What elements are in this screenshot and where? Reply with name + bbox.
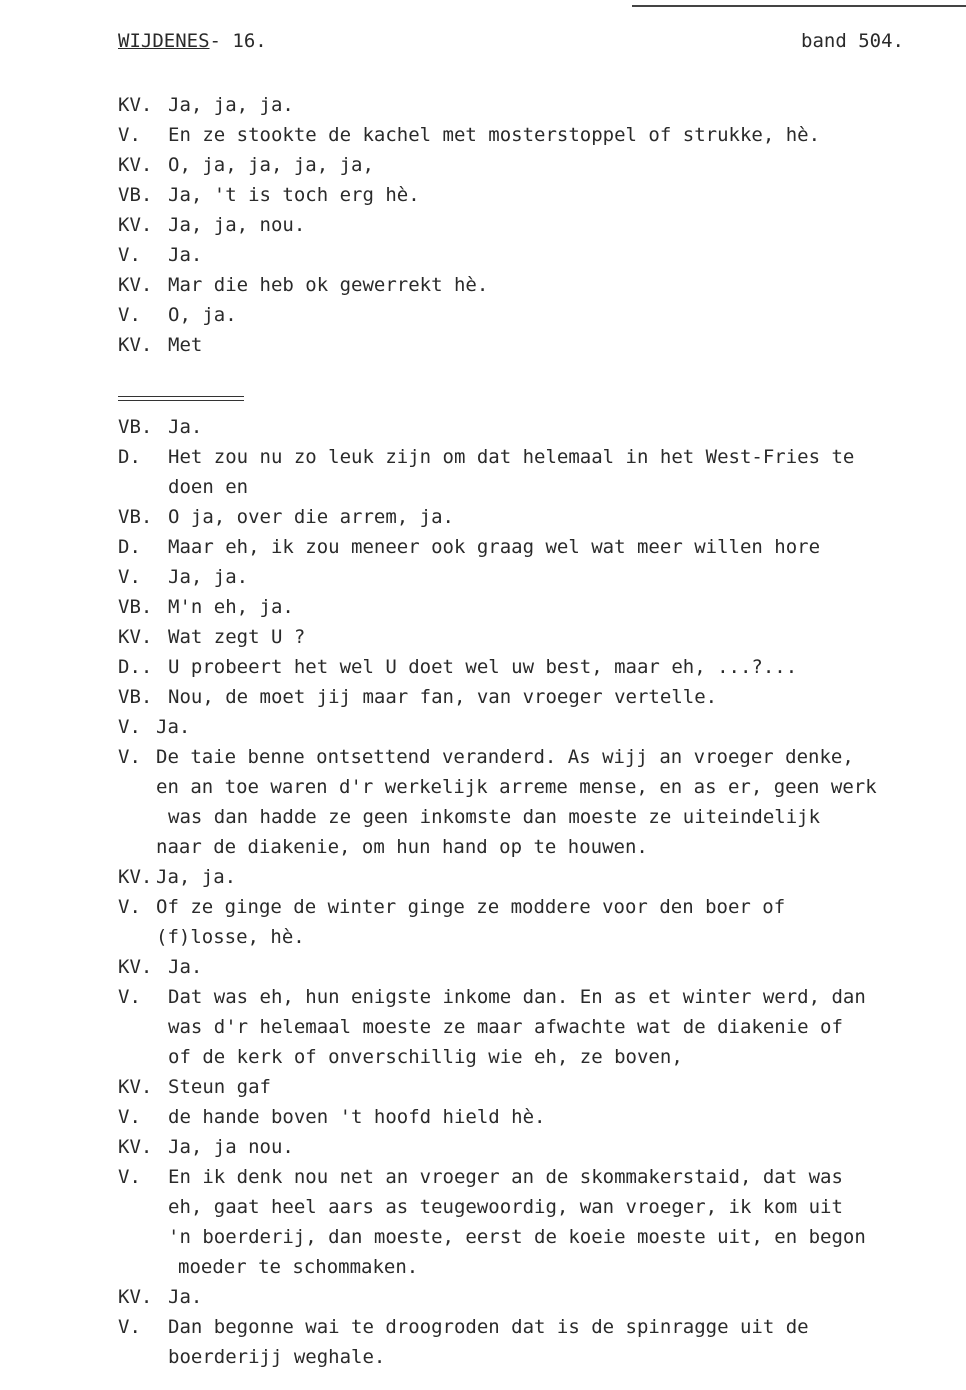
utterance-text: eh, gaat heel aars as teugewoordig, wan vroeger, ik kom uit bbox=[168, 1196, 843, 1218]
speaker-label: VB. bbox=[118, 686, 153, 708]
utterance-text: O ja, over die arrem, ja. bbox=[168, 506, 454, 528]
transcript-line bbox=[118, 1042, 908, 1072]
utterance-text: De taie benne ontsettend veranderd. As wijj an vroeger denke, bbox=[156, 746, 854, 768]
utterance-text: Ja. bbox=[168, 1286, 203, 1308]
utterance-text: Ja. bbox=[168, 244, 203, 266]
speaker-label: KV. bbox=[118, 334, 153, 356]
transcript-line bbox=[118, 1162, 908, 1192]
transcript-line bbox=[118, 1012, 908, 1042]
transcript-line bbox=[118, 180, 908, 210]
transcript-line bbox=[118, 1312, 908, 1342]
transcript-line bbox=[118, 472, 908, 502]
speaker-label: VB. bbox=[118, 184, 153, 206]
speaker-label: KV. bbox=[118, 154, 153, 176]
transcript-line bbox=[118, 592, 908, 622]
speaker-label: KV. bbox=[118, 1136, 153, 1158]
transcript-line bbox=[118, 502, 908, 532]
page-title bbox=[118, 30, 267, 52]
transcript-line bbox=[118, 442, 908, 472]
utterance-text: Nou, de moet jij maar fan, van vroeger vertelle. bbox=[168, 686, 718, 708]
utterance-text: Ja, ja, ja. bbox=[168, 94, 294, 116]
speaker-label: VB. bbox=[118, 416, 153, 438]
transcript-line bbox=[118, 532, 908, 562]
utterance-text: Mar die heb ok gewerrekt hè. bbox=[168, 274, 489, 296]
speaker-label: KV. bbox=[118, 274, 153, 296]
transcript-line bbox=[118, 330, 908, 360]
speaker-label: V. bbox=[118, 566, 141, 588]
transcript-line bbox=[118, 270, 908, 300]
utterance-text: was dan hadde ze geen inkomste dan moeste ze uiteindelijk bbox=[168, 806, 821, 828]
speaker-label: D. bbox=[118, 446, 141, 468]
speaker-label: V. bbox=[118, 1316, 141, 1338]
speaker-label: KV. bbox=[118, 94, 153, 116]
transcript-line bbox=[118, 652, 908, 682]
utterance-text: naar de diakenie, om hun hand op te houwen. bbox=[156, 836, 648, 858]
transcript-line bbox=[118, 1222, 908, 1252]
title-page-number: - 16. bbox=[209, 30, 267, 52]
transcript-line bbox=[118, 802, 908, 832]
top-rule bbox=[632, 5, 966, 7]
utterance-text: en an toe waren d'r werkelijk arreme mense, en as er, geen werk bbox=[156, 776, 877, 798]
utterance-text: doen en bbox=[168, 476, 249, 498]
utterance-text: (f)losse, hè. bbox=[156, 926, 305, 948]
speaker-label: V. bbox=[118, 244, 141, 266]
transcript-line bbox=[118, 1072, 908, 1102]
transcript-line bbox=[118, 922, 908, 952]
transcript-line bbox=[118, 1192, 908, 1222]
transcript-line bbox=[118, 150, 908, 180]
utterance-text: Steun gaf bbox=[168, 1076, 271, 1098]
utterance-text: Ja. bbox=[168, 416, 203, 438]
speaker-label: KV. bbox=[118, 214, 153, 236]
transcript-line bbox=[118, 562, 908, 592]
transcript-line bbox=[118, 892, 908, 922]
utterance-text: Ja. bbox=[168, 956, 203, 978]
speaker-label: V. bbox=[118, 986, 141, 1008]
utterance-text: Of ze ginge de winter ginge ze moddere voor den boer of bbox=[156, 896, 786, 918]
utterance-text: En ik denk nou net an vroeger an de skommakerstaid, dat was bbox=[168, 1166, 843, 1188]
utterance-text: Ja. bbox=[156, 716, 191, 738]
transcript-line bbox=[118, 832, 908, 862]
speaker-label: D.. bbox=[118, 656, 153, 678]
utterance-text: Dat was eh, hun enigste inkome dan. En as et winter werd, dan bbox=[168, 986, 866, 1008]
transcript-line bbox=[118, 1342, 908, 1372]
transcript-line bbox=[118, 952, 908, 982]
utterance-text: was d'r helemaal moeste ze maar afwachte wat de diakenie of bbox=[168, 1016, 843, 1038]
transcript-line bbox=[118, 772, 908, 802]
transcript-line bbox=[118, 120, 908, 150]
speaker-label: V. bbox=[118, 746, 141, 768]
speaker-label: D. bbox=[118, 536, 141, 558]
transcript-line bbox=[118, 1282, 908, 1312]
transcript-line bbox=[118, 90, 908, 120]
speaker-label: VB. bbox=[118, 506, 153, 528]
transcript-line bbox=[118, 982, 908, 1012]
utterance-text: Dan begonne wai te droogroden dat is de spinragge uit de bbox=[168, 1316, 809, 1338]
speaker-label: V. bbox=[118, 1106, 141, 1128]
transcript-line bbox=[118, 682, 908, 712]
transcript-line bbox=[118, 210, 908, 240]
utterance-text: O, ja. bbox=[168, 304, 237, 326]
utterance-text: Ja, ja, nou. bbox=[168, 214, 306, 236]
utterance-text: En ze stookte de kachel met mosterstoppel of strukke, hè. bbox=[168, 124, 821, 146]
transcript-line bbox=[118, 412, 908, 442]
utterance-text: U probeert het wel U doet wel uw best, maar eh, ...?... bbox=[168, 656, 798, 678]
transcript-line bbox=[118, 862, 908, 892]
utterance-text: Ja, ja nou. bbox=[168, 1136, 294, 1158]
section-separator bbox=[118, 396, 244, 404]
transcript-line bbox=[118, 1132, 908, 1162]
utterance-text: Ja, ja. bbox=[156, 866, 237, 888]
speaker-label: V. bbox=[118, 716, 141, 738]
utterance-text: Ja, 't is toch erg hè. bbox=[168, 184, 420, 206]
transcript-line bbox=[118, 240, 908, 270]
speaker-label: KV. bbox=[118, 626, 153, 648]
speaker-label: V. bbox=[118, 896, 141, 918]
utterance-text: Ja, ja. bbox=[168, 566, 249, 588]
utterance-text: Met bbox=[168, 334, 203, 356]
speaker-label: V. bbox=[118, 304, 141, 326]
speaker-label: KV. bbox=[118, 866, 153, 888]
speaker-label: KV. bbox=[118, 1076, 153, 1098]
transcript-line bbox=[118, 712, 908, 742]
utterance-text: moeder te schommaken. bbox=[178, 1256, 419, 1278]
speaker-label: VB. bbox=[118, 596, 153, 618]
utterance-text: boerderijj weghale. bbox=[168, 1346, 386, 1368]
transcript-line bbox=[118, 622, 908, 652]
utterance-text: M'n eh, ja. bbox=[168, 596, 294, 618]
utterance-text: 'n boerderij, dan moeste, eerst de koeie moeste uit, en begon bbox=[168, 1226, 866, 1248]
transcript-line bbox=[118, 742, 908, 772]
utterance-text: O, ja, ja, ja, ja, bbox=[168, 154, 374, 176]
page-header bbox=[118, 30, 904, 60]
utterance-text: de hande boven 't hoofd hield hè. bbox=[168, 1106, 546, 1128]
transcript-line bbox=[118, 1102, 908, 1132]
utterance-text: of de kerk of onverschillig wie eh, ze boven, bbox=[168, 1046, 683, 1068]
utterance-text: Wat zegt U ? bbox=[168, 626, 306, 648]
transcript-line bbox=[118, 1252, 908, 1282]
speaker-label: V. bbox=[118, 124, 141, 146]
utterance-text: Het zou nu zo leuk zijn om dat helemaal in het West-Fries te bbox=[168, 446, 855, 468]
title-name: WIJDENES bbox=[118, 30, 210, 52]
utterance-text: Maar eh, ik zou meneer ook graag wel wat meer willen hore bbox=[168, 536, 821, 558]
speaker-label: V. bbox=[118, 1166, 141, 1188]
band-number: band 504. bbox=[801, 30, 904, 52]
transcript-line bbox=[118, 300, 908, 330]
speaker-label: KV. bbox=[118, 956, 153, 978]
speaker-label: KV. bbox=[118, 1286, 153, 1308]
